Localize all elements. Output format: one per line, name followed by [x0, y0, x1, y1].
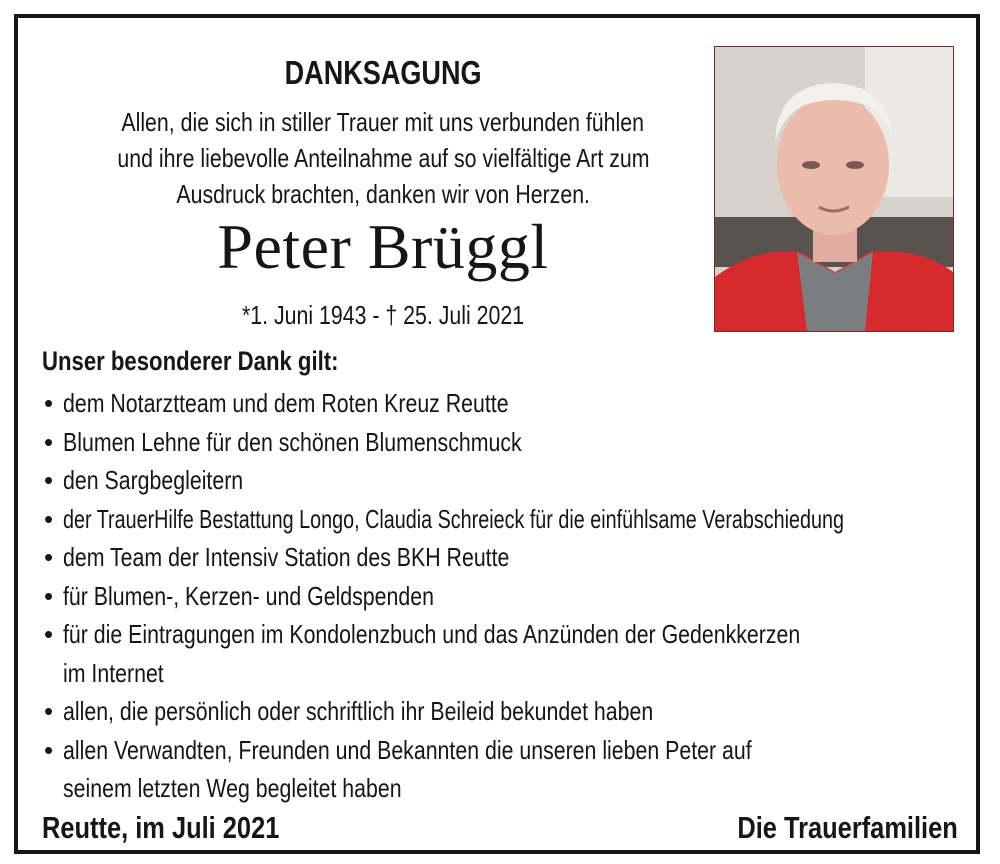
bullet: •	[44, 542, 54, 572]
thanks-heading: Unser besonderer Dank gilt:	[42, 346, 339, 376]
list-item-continuation: im Internet	[63, 657, 164, 688]
list-item: • für die Eintragungen im Kondolenzbuch und das Anzünden der Gedenkkerzen	[42, 615, 972, 654]
deceased-name: Peter Brüggl	[217, 211, 549, 282]
signature: Die Trauerfamilien	[737, 810, 958, 845]
list-item-continuation: seinem letzten Weg begleitet haben	[63, 773, 402, 803]
list-item: • dem Notarztteam und dem Roten Kreuz Reutte	[42, 384, 972, 423]
list-item: • den Sargbegleitern	[42, 461, 972, 500]
place-date: Reutte, im Juli 2021	[42, 810, 280, 845]
bullet: •	[44, 465, 54, 495]
list-item: • Blumen Lehne für den schönen Blumenschmuck	[42, 423, 972, 462]
notice-title: DANKSAGUNG	[284, 54, 482, 91]
portrait-photo	[714, 46, 954, 332]
list-item: • allen, die persönlich oder schriftlich ihr Beileid bekundet haben	[42, 692, 972, 731]
list-item: • allen Verwandten, Freunden und Bekannten die unseren lieben Peter auf	[42, 731, 972, 770]
list-item: • für Blumen-, Kerzen- und Geldspenden	[42, 577, 972, 616]
bullet: •	[44, 696, 54, 726]
bullet: •	[44, 580, 54, 611]
notice-frame	[14, 14, 980, 854]
list-item: • dem Team der Intensiv Station des BKH Reutte	[42, 538, 972, 577]
bullet: •	[44, 503, 54, 534]
list-item: • der TrauerHilfe Bestattung Longo, Claudia Schreieck für die einfühlsame Verabschiedung	[42, 500, 972, 539]
thanks-list	[42, 384, 972, 808]
life-dates: *1. Juni 1943 - † 25. Juli 2021	[241, 300, 525, 330]
bullet: •	[44, 388, 54, 418]
intro-line: und ihre liebevolle Anteilnahme auf so vielfältige Art zum	[116, 143, 650, 173]
bullet: •	[44, 734, 54, 765]
intro-line: Allen, die sich in stiller Trauer mit uns verbunden fühlen	[121, 107, 645, 137]
bullet: •	[44, 426, 54, 457]
intro-line: Ausdruck brachten, danken wir von Herzen.	[176, 179, 590, 209]
bullet: •	[44, 619, 54, 649]
portrait-image	[715, 47, 953, 331]
